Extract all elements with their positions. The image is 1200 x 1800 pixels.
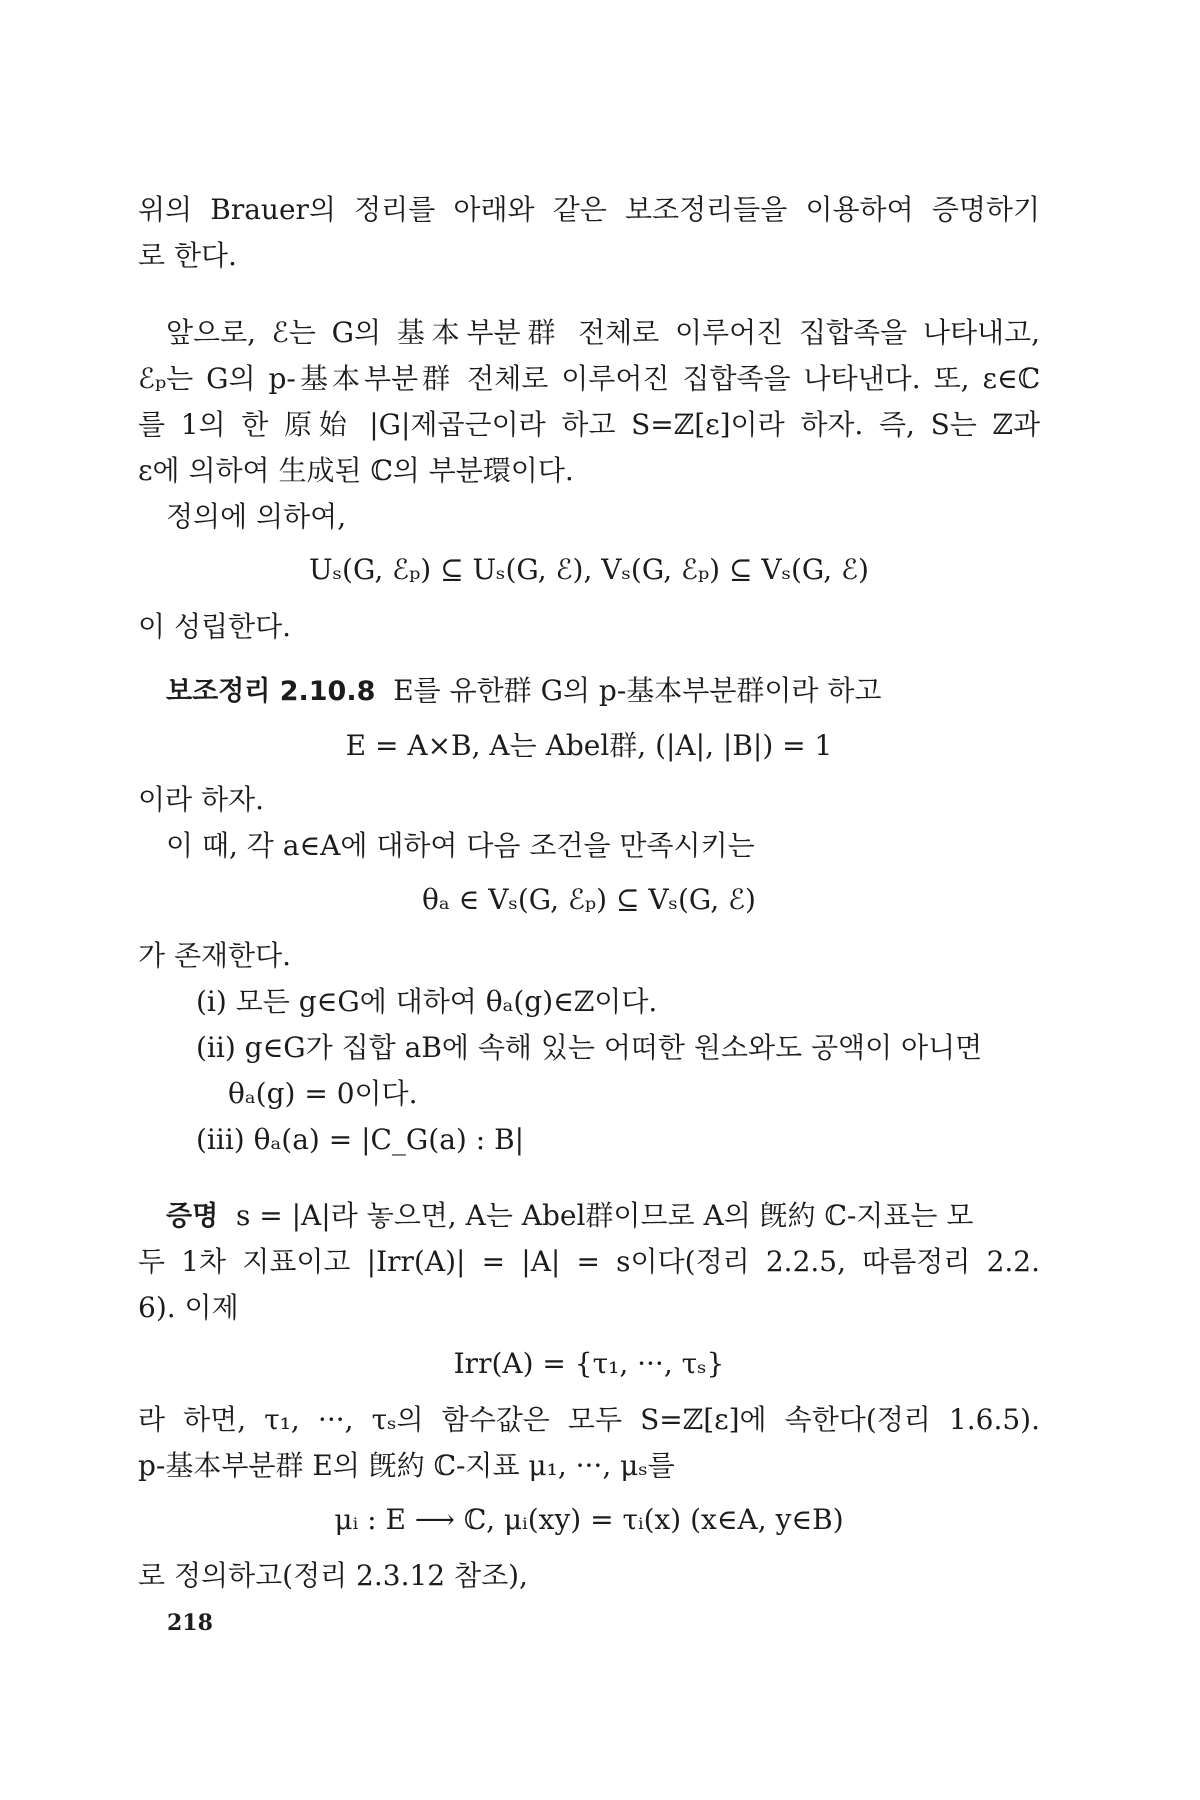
display-formula: Irr(A) = {τ₁, ···, τₛ} xyxy=(453,1347,725,1380)
condition-item: (ii) g∈G가 집합 aB에 속해 있는 어떠한 원소와도 공액이 아니면 xyxy=(196,1031,983,1064)
display-formula: μᵢ : E ⟶ ℂ, μᵢ(xy) = τᵢ(x) (x∈A, y∈B) xyxy=(334,1503,844,1536)
condition-item: (i) 모든 g∈G에 대하여 θₐ(g)∈ℤ이다. xyxy=(196,985,658,1018)
display-formula: θₐ ∈ Vₛ(G, ℰₚ) ⊆ Vₛ(G, ℰ) xyxy=(422,883,756,916)
display-formula: E = A×B, A는 Abel群, (|A|, |B|) = 1 xyxy=(345,729,833,762)
text-line: p-基本부분群 E의 旣約 ℂ-지표 μ₁, ···, μₛ를 xyxy=(138,1449,675,1482)
proof-label: 증명 xyxy=(166,1201,219,1232)
text-line: 이 성립한다. xyxy=(138,610,292,643)
page-number: 218 xyxy=(167,1610,213,1636)
text-line: 이 때, 각 a∈A에 대하여 다음 조건을 만족시키는 xyxy=(166,829,755,862)
text-line: 6). 이제 xyxy=(138,1291,239,1324)
lemma-text: E를 유한群 G의 p-基本부분群이라 하고 xyxy=(393,674,882,707)
condition-item-continued: θₐ(g) = 0이다. xyxy=(228,1077,418,1110)
text-line: 이라 하자. xyxy=(138,783,264,816)
text-line: ε에 의하여 生成된 ℂ의 부분環이다. xyxy=(138,454,574,487)
lemma-line xyxy=(166,671,1068,712)
text-line: 로 한다. xyxy=(138,239,237,272)
text-line: 라 하면, τ₁, ···, τₛ의 함수값은 모두 S=ℤ[ε]에 속한다(정리 1.6.5). xyxy=(138,1403,1040,1436)
text-line: 로 정의하고(정리 2.3.12 참조), xyxy=(138,1559,528,1592)
condition-item: (iii) θₐ(a) = |C_G(a) : B| xyxy=(196,1123,525,1156)
proof-text: s = |A|라 놓으면, A는 Abel群이므로 A의 旣約 ℂ-지표는 모 xyxy=(235,1199,974,1232)
text-line: ℰₚ는 G의 p-基本부분群 전체로 이루어진 집합족을 나타낸다. 또, ε∈ℂ xyxy=(138,362,1040,395)
text-line: 위의 Brauer의 정리를 아래와 같은 보조정리들을 이용하여 증명하기 xyxy=(138,193,1040,226)
text-line: 를 1의 한 原始 |G|제곱근이라 하고 S=ℤ[ε]이라 하자. 즉, S는 ℤ과 xyxy=(138,408,1040,441)
text-line: 앞으로, ℰ는 G의 基本부분群 전체로 이루어진 집합족을 나타내고, xyxy=(166,316,1040,349)
lemma-label: 보조정리 2.10.8 xyxy=(166,676,376,707)
display-formula: Uₛ(G, ℰₚ) ⊆ Uₛ(G, ℰ), Vₛ(G, ℰₚ) ⊆ Vₛ(G, ℰ) xyxy=(309,553,869,586)
text-line: 정의에 의하여, xyxy=(166,500,347,533)
text-line: 두 1차 지표이고 |Irr(A)| = |A| = s이다(정리 2.2.5, 따름정리 2.2. xyxy=(138,1245,1040,1278)
proof-line xyxy=(166,1196,1068,1237)
text-line: 가 존재한다. xyxy=(138,939,292,972)
